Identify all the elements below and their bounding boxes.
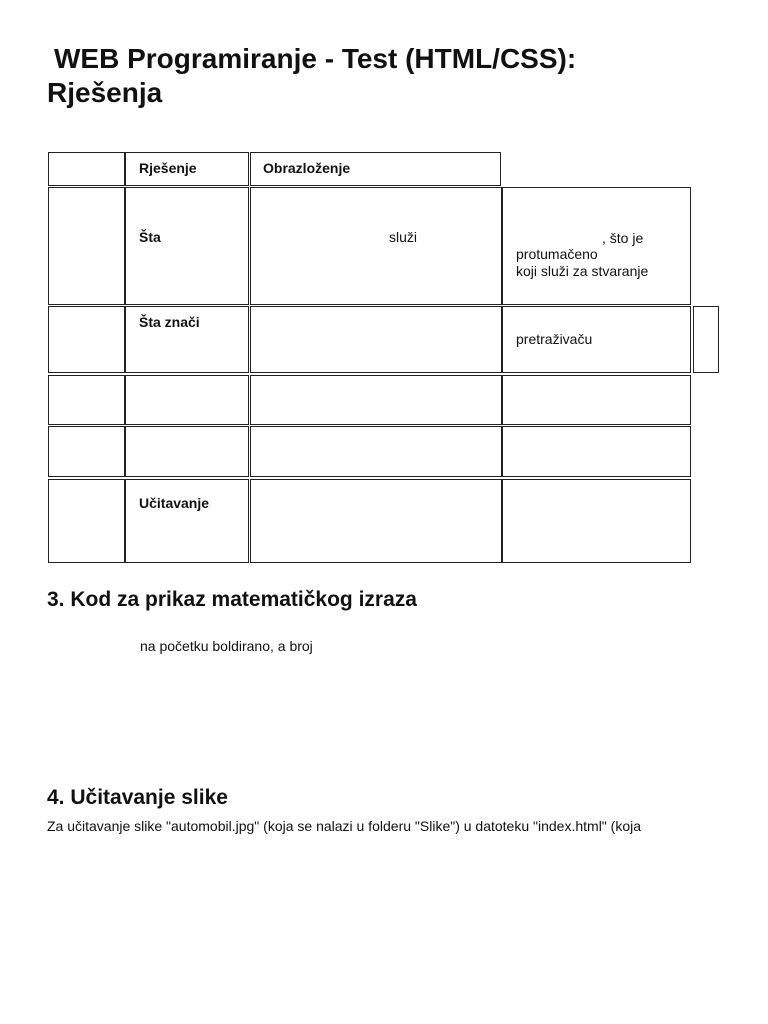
row-5-solution-text: Učitavanje [139,495,210,511]
table-row-5-extra [502,479,691,563]
page-title [47,42,576,110]
row-1-solution-text: Šta [139,229,161,245]
table-row-1-number [48,187,125,305]
table-row-4-solution [125,426,249,477]
row-1-extra-line-1: , što je [602,230,644,246]
header-cell-number [48,152,125,186]
row-1-extra-line-3: koji služi za stvaranje [516,263,649,279]
title-line-2: Rješenja [47,77,163,108]
section-3-text: na početku boldirano, a broj [140,638,313,654]
row-2-extra-text: pretraživaču [516,331,593,347]
table-row-4-number [48,426,125,477]
section-4-text: Za učitavanje slike "automobil.jpg" (koja se nalazi u folderu "Slike") u datoteku "index.html" (koja [47,818,642,834]
table-row-4-explanation [250,426,502,477]
table-row-2-overflow [693,306,719,373]
header-explanation-label: Obrazloženje [263,160,351,176]
table-row-1-explanation [250,187,502,305]
table-row-5-explanation [250,479,502,563]
section-4-heading: 4. Učitavanje slike [47,786,228,809]
table-row-3-number [48,375,125,425]
row-1-extra-line-2: protumačeno [516,246,598,262]
table-row-4-extra [502,426,691,477]
table-row-3-extra [502,375,691,425]
table-row-1-solution [125,187,249,305]
row-2-solution-text: Šta znači [139,314,200,330]
header-solution-label: Rješenje [139,160,197,176]
table-row-2-number [48,306,125,373]
title-line-1: WEB Programiranje - Test (HTML/CSS): [54,43,577,74]
table-row-5-number [48,479,125,563]
table-row-5-solution [125,479,249,563]
section-3-heading: 3. Kod za prikaz matematičkog izraza [47,588,417,611]
table-row-3-explanation [250,375,502,425]
table-row-2-explanation [250,306,502,373]
row-1-explanation-text: služi [389,229,418,245]
table-row-3-solution [125,375,249,425]
